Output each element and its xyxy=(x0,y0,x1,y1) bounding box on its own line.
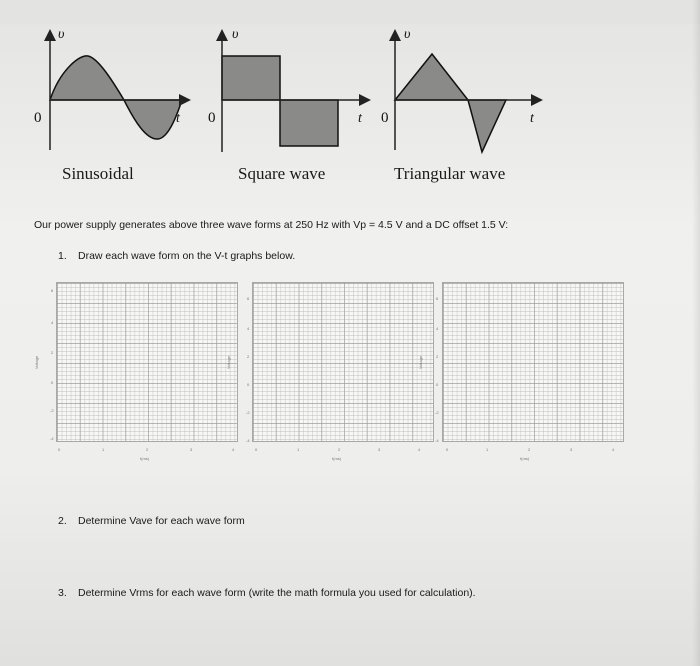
graph-2-xtick: 2 xyxy=(338,447,341,452)
caption-sinusoidal: Sinusoidal xyxy=(62,164,134,183)
sine-zero-label: 0 xyxy=(34,110,42,126)
sine-t-label: t xyxy=(176,111,180,126)
graph-3-ytick: 0 xyxy=(436,382,439,387)
square-wave-diagram xyxy=(208,27,368,152)
graph-3-ytick: -2 xyxy=(435,410,439,415)
graph-1-xlabel: t(ms) xyxy=(140,456,150,461)
triangle-negative-fill xyxy=(468,100,506,152)
question-2-text: Determine Vave for each wave form xyxy=(78,515,245,527)
graph-1-ytick: 0 xyxy=(51,380,54,385)
square-t-label: t xyxy=(358,111,362,126)
graph-3-ylabel: Voltage xyxy=(418,355,424,370)
graph-2-ylabel: Voltage xyxy=(226,355,232,370)
triangle-v-label: υ xyxy=(404,27,411,42)
sine-positive-fill xyxy=(50,56,124,100)
graph-3-xtick: 2 xyxy=(528,447,531,452)
graph-3-xtick: 3 xyxy=(570,447,573,452)
graph-1-xtick: 0 xyxy=(58,447,61,452)
triangle-zero-label: 0 xyxy=(381,110,389,126)
graph-1-xtick: 4 xyxy=(232,447,235,452)
question-1 xyxy=(58,250,295,262)
sinusoidal-diagram xyxy=(34,27,188,150)
graph-1-ytick: 2 xyxy=(51,350,54,355)
graph-3-grid[interactable] xyxy=(442,282,624,442)
graph-1-ytick: 6 xyxy=(51,288,54,293)
graph-3-ytick: 4 xyxy=(436,326,439,331)
triangle-positive-fill xyxy=(395,54,468,100)
sine-negative-fill xyxy=(124,100,182,139)
square-zero-label: 0 xyxy=(208,110,216,126)
graph-1-ytick: -2 xyxy=(50,408,54,413)
sine-v-label: υ xyxy=(58,27,65,42)
graph-2-xtick: 4 xyxy=(418,447,421,452)
question-3 xyxy=(58,587,476,599)
graph-2-grid[interactable] xyxy=(252,282,434,442)
question-2-number: 2. xyxy=(58,515,67,527)
question-1-text: Draw each wave form on the V-t graphs below. xyxy=(78,250,296,262)
graph-2-ytick: 2 xyxy=(247,354,250,359)
graph-3-ytick: 6 xyxy=(436,296,439,301)
graph-2-ytick: 6 xyxy=(247,296,250,301)
graph-2-xtick: 1 xyxy=(297,447,300,452)
graph-1-ytick: -4 xyxy=(50,436,54,441)
graph-1-ytick: 4 xyxy=(51,320,54,325)
square-negative-fill xyxy=(280,100,338,146)
graph-3-xtick: 1 xyxy=(486,447,489,452)
triangular-wave-diagram xyxy=(381,27,540,152)
question-3-number: 3. xyxy=(58,587,67,599)
graph-1-xtick: 2 xyxy=(146,447,149,452)
graph-2-ytick: -2 xyxy=(246,410,250,415)
graph-3-ytick: 2 xyxy=(436,354,439,359)
graph-1-ylabel: Voltage xyxy=(34,355,40,370)
graph-2-ytick: -4 xyxy=(246,438,250,443)
graph-1-grid[interactable] xyxy=(56,282,238,442)
graph-3-ytick: -4 xyxy=(435,438,439,443)
problem-statement: Our power supply generates above three wave forms at 250 Hz with Vp = 4.5 V and a DC offset 1.5 V: xyxy=(34,219,509,231)
square-v-label: υ xyxy=(232,27,239,42)
graph-2-ytick: 0 xyxy=(247,382,250,387)
square-positive-fill xyxy=(222,56,280,100)
graph-2-xtick: 3 xyxy=(378,447,381,452)
graph-2-ytick: 4 xyxy=(247,326,250,331)
graph-3-xtick: 0 xyxy=(446,447,449,452)
page-edge-shadow xyxy=(692,0,700,666)
triangle-t-label: t xyxy=(530,111,534,126)
graph-2-xlabel: t(ms) xyxy=(332,456,342,461)
graph-2-xtick: 0 xyxy=(255,447,258,452)
question-1-number: 1. xyxy=(58,250,67,262)
question-2 xyxy=(58,515,245,527)
graph-3-xtick: 4 xyxy=(612,447,615,452)
graph-1-xtick: 3 xyxy=(190,447,193,452)
graph-1-xtick: 1 xyxy=(102,447,105,452)
caption-square-wave: Square wave xyxy=(238,164,326,183)
question-3-text: Determine Vrms for each wave form (write the math formula you used for calculation). xyxy=(78,587,476,599)
graph-3-xlabel: t(ms) xyxy=(520,456,530,461)
caption-triangular-wave: Triangular wave xyxy=(394,164,506,183)
